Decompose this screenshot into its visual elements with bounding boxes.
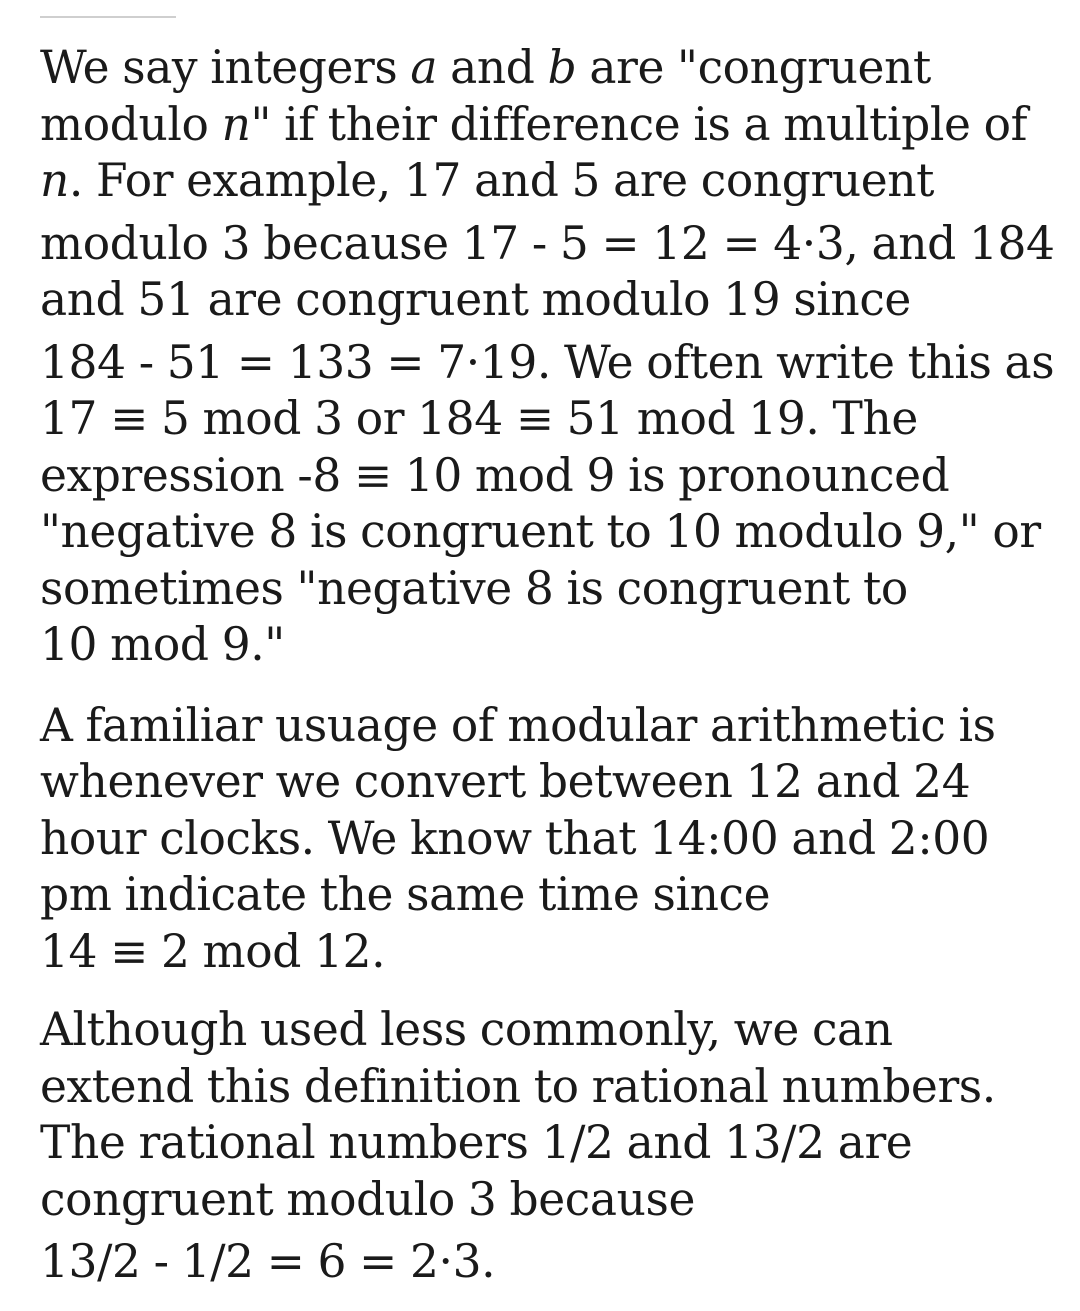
variable-a: a xyxy=(410,41,438,94)
text-line: modulo 3 because 17 - 5 = 12 = 4·3, and 184 xyxy=(40,216,1055,270)
paragraph-rational-numbers xyxy=(40,1002,1050,1291)
paragraph-congruence-definition xyxy=(40,40,1055,674)
text-line: sometimes "negative 8 is congruent to xyxy=(40,561,908,615)
text-line: hour clocks. We know that 14:00 and 2:00 xyxy=(40,811,990,865)
variable-b: b xyxy=(547,41,577,94)
text-line: 14 ≡ 2 mod 12. xyxy=(40,924,386,978)
text-line: 10 mod 9." xyxy=(40,618,285,671)
variable-n: n xyxy=(221,97,251,151)
text-line: extend this definition to rational numbers. xyxy=(40,1059,996,1113)
text-line: expression -8 ≡ 10 mod 9 is pronounced xyxy=(40,448,950,502)
variable-n: n xyxy=(40,154,69,207)
text-line: 184 - 51 = 133 = 7·19. We often write this as xyxy=(40,335,1055,389)
text-line: A familiar usuage of modular arithmetic is xyxy=(40,698,996,752)
text-line: Although used less commonly, we can xyxy=(40,1003,893,1056)
top-divider xyxy=(40,16,176,18)
text-line: modulo n" if their difference is a multiple of xyxy=(40,97,1028,151)
text-line: The rational numbers 1/2 and 13/2 are xyxy=(40,1116,913,1169)
text-line: 17 ≡ 5 mod 3 or 184 ≡ 51 mod 19. The xyxy=(40,392,918,445)
text-line: 13/2 - 1/2 = 6 = 2·3. xyxy=(40,1235,496,1288)
text-line: n. For example, 17 and 5 are congruent xyxy=(40,154,935,207)
text-line: We say integers a and b are "congruent xyxy=(40,41,931,94)
paragraph-clock-example xyxy=(40,698,1050,981)
article-body xyxy=(40,40,1055,1291)
text-line: pm indicate the same time since xyxy=(40,868,771,921)
text-line: whenever we convert between 12 and 24 xyxy=(40,755,971,808)
text-line: congruent modulo 3 because xyxy=(40,1172,695,1226)
text-line: and 51 are congruent modulo 19 since xyxy=(40,273,911,326)
text-line: "negative 8 is congruent to 10 modulo 9," or xyxy=(40,505,1041,558)
